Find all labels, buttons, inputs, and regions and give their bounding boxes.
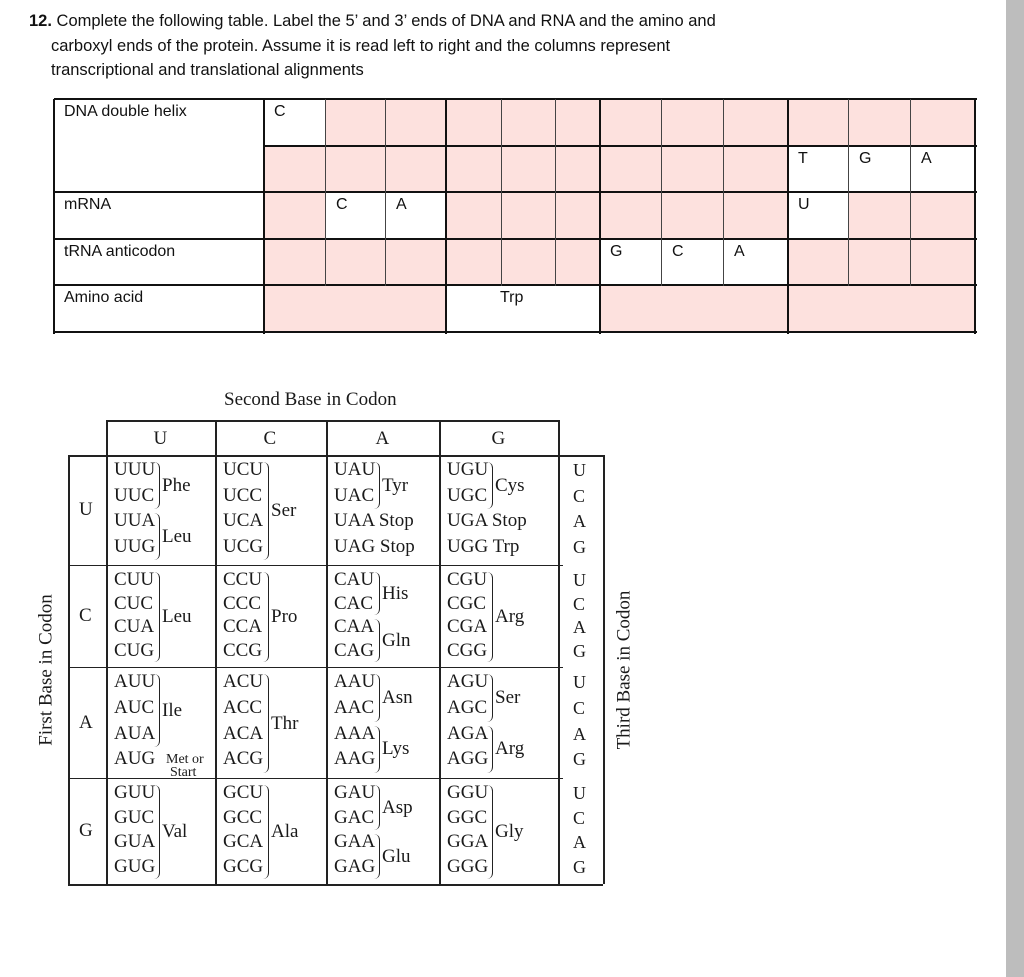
dna-top-cell: C [274,103,286,120]
codon-grid-line [215,420,217,884]
trna-cell[interactable] [911,239,975,285]
question-line-1: Complete the following table. Label the 5’ and 3’ ends of DNA and RNA and the amino and [56,12,716,30]
row-label-dna: DNA double helix [64,103,187,120]
brace-icon [154,513,160,560]
amino-acid-label: Glu [382,845,411,867]
brace-icon [263,572,269,662]
third-base-label-C: C [573,593,586,614]
dna-top-cell[interactable] [849,99,911,146]
codon: ACC [223,696,263,718]
third-base-label: Third Base in Codon [613,590,635,750]
dna-bottom-cell[interactable] [446,146,502,192]
mrna-cell[interactable] [502,192,556,239]
brace-icon [374,726,380,774]
second-base-header: C [263,428,277,449]
third-base-label-U: U [573,672,586,692]
grid-line [263,99,265,334]
codon: GAU [334,782,376,803]
amino-acid-label: Asp [382,796,413,818]
grid-line [53,99,55,334]
mrna-cell: C [336,196,348,213]
codon: CCG [223,639,263,661]
codon: CAA [334,616,375,637]
dna-bottom-cell[interactable] [662,146,724,192]
amino-acid-label: Ile [162,699,183,721]
codon: UUC [114,484,155,506]
codon: UUU [114,459,156,480]
first-base-label: First Base in Codon [35,594,57,746]
amino-acid-label: Ser [495,686,521,708]
codon: ACU [223,671,264,692]
codon: AUG [114,748,156,770]
codon: AUU [114,671,156,692]
codon: AGU [447,671,489,692]
grid-line [848,99,849,286]
amino-acid-label: Ser [271,500,297,521]
amino-acid-label: Leu [162,525,192,547]
trna-cell: G [610,243,623,260]
grid-line [555,99,556,286]
codon: GCG [223,855,264,877]
mrna-cell[interactable] [264,192,326,239]
mrna-cell[interactable] [662,192,724,239]
codon: UAA Stop [334,510,414,531]
codon-grid-line [68,667,563,668]
amino-acid-label: Phe [162,474,191,496]
brace-icon [154,462,160,509]
dna-bottom-cell[interactable] [326,146,386,192]
codon: UCC [223,484,263,506]
mrna-cell[interactable] [724,192,788,239]
codon: UCG [223,535,264,557]
codon-grid-line [68,455,563,457]
codon: CGC [447,592,487,614]
brace-icon [487,674,493,722]
brace-icon [374,462,380,509]
codon: CCA [223,616,263,637]
grid-line [910,99,911,286]
third-base-label-C: C [573,485,586,506]
amino-acid-label: Leu [162,606,192,627]
codon: CUG [114,639,155,661]
codon-grid-line [106,420,108,884]
row-label-amino-acid: Amino acid [64,289,144,306]
amino-acid-label: Met or [166,752,204,768]
dna-bottom-cell[interactable] [264,146,326,192]
brace-icon [154,674,160,747]
question-line-3: transcriptional and translational alignments [51,61,364,79]
mrna-cell[interactable] [911,192,975,239]
codon: CUA [114,616,155,637]
codon: AGG [447,748,489,770]
third-base-label-A: A [573,832,586,852]
first-base-label-A: A [79,711,93,733]
trna-cell[interactable] [556,239,600,285]
grid-line [723,99,724,286]
codon: CAG [334,639,375,661]
amino-acid-label: Cys [495,474,525,496]
codon-grid-line [106,420,558,422]
codon-table [28,385,648,895]
amino-acid-cell[interactable] [600,285,788,333]
dna-bottom-cell: G [859,150,872,167]
brace-icon [263,462,269,560]
codon: UAG Stop [334,535,415,557]
amino-acid-label: Tyr [382,474,409,496]
dna-bottom-cell[interactable] [724,146,788,192]
mrna-cell[interactable] [446,192,502,239]
codon-grid-line [326,420,328,884]
trna-cell: A [734,243,745,260]
trna-cell[interactable] [264,239,326,285]
brace-icon [374,619,380,662]
codon: ACG [223,748,264,770]
codon: GGG [447,855,489,877]
codon: GUU [114,782,156,803]
brace-icon [154,572,160,662]
codon: AAG [334,748,376,770]
brace-icon [374,572,380,615]
brace-icon [487,726,493,774]
third-base-label-C: C [573,697,586,718]
grid-line [264,145,977,147]
mrna-cell[interactable] [556,192,600,239]
codon: CUC [114,592,154,614]
trna-cell: C [672,243,684,260]
codon: AGC [447,696,488,718]
third-base-label-A: A [573,723,586,744]
mrna-cell: U [798,196,810,213]
trna-cell[interactable] [386,239,446,285]
mrna-cell: A [396,196,407,213]
trna-cell[interactable] [326,239,386,285]
grid-line [385,99,386,286]
third-base-label-C: C [573,807,586,828]
amino-acid-label: Lys [382,738,410,760]
grid-line [599,99,601,286]
codon: GGC [447,806,488,828]
amino-acid-cell[interactable] [264,285,446,333]
codon: GUC [114,806,155,828]
amino-acid-label: Arg [495,606,525,627]
codon: GAG [334,855,376,877]
codon: UGG Trp [447,535,520,557]
codon: CUU [114,569,155,590]
codon: UCU [223,459,264,480]
trna-cell[interactable] [788,239,849,285]
codon-table-title: Second Base in Codon [224,389,397,410]
third-base-label-A: A [573,617,586,637]
worksheet-table [54,99,975,333]
codon: CGG [447,639,488,661]
grid-line [787,99,789,286]
first-base-label-U: U [79,499,93,520]
codon: CGU [447,569,488,590]
codon: CAU [334,569,375,590]
codon: GCC [223,806,263,828]
grid-line [325,99,326,286]
amino-acid-label: Pro [271,606,298,627]
brace-icon [487,572,493,662]
grid-line [599,285,601,334]
grid-line [501,99,502,286]
brace-icon [154,785,160,879]
trna-cell[interactable] [446,239,502,285]
codon: UUA [114,510,156,531]
third-base-label-U: U [573,460,586,480]
grid-line [445,285,447,334]
dna-bottom-cell[interactable] [600,146,662,192]
codon: GUG [114,855,156,877]
codon: UAC [334,484,375,506]
second-base-header: G [491,428,506,449]
dna-top-cell[interactable] [662,99,724,146]
page-scrollbar[interactable] [1006,0,1024,977]
codon-grid-line [68,455,70,884]
codon-grid-line [558,420,560,884]
codon: CGA [447,616,488,637]
third-base-label-G: G [573,856,586,877]
mrna-cell[interactable] [849,192,911,239]
third-base-label-G: G [573,536,586,557]
amino-acid-label: Gly [495,821,524,842]
codon-grid-line [558,455,603,457]
trna-cell[interactable] [502,239,556,285]
codon: UGA Stop [447,510,527,531]
codon: AAC [334,696,375,718]
dna-top-cell[interactable] [502,99,556,146]
question-number: 12. [29,12,52,30]
codon-grid-line [439,420,441,884]
brace-icon [374,785,380,830]
dna-bottom-cell[interactable] [386,146,446,192]
codon: AUC [114,696,155,718]
codon-grid-line [68,778,563,779]
third-base-label-G: G [573,749,586,770]
brace-icon [487,785,493,879]
amino-acid-label: Start [170,765,197,781]
grid-line [54,331,977,333]
grid-line [445,99,447,286]
codon: GGA [447,831,489,852]
dna-bottom-cell[interactable] [556,146,600,192]
codon: GAC [334,806,375,828]
amino-acid-label: His [382,582,409,604]
trna-cell[interactable] [849,239,911,285]
dna-bottom-cell: A [921,150,932,167]
amino-acid-label: Val [162,821,188,842]
grid-line [54,238,977,240]
brace-icon [263,674,269,773]
codon-grid-line [558,884,603,886]
grid-line [661,99,662,286]
brace-icon [374,834,380,879]
codon-grid-line [68,884,563,886]
third-base-label-A: A [573,511,586,531]
codon: CAC [334,592,374,614]
codon: AAA [334,722,376,744]
amino-acid-label: Asn [382,686,413,708]
amino-acid-label: Ala [271,821,299,842]
codon: GCU [223,782,264,803]
brace-icon [374,674,380,722]
codon: GGU [447,782,489,803]
dna-top-cell[interactable] [724,99,788,146]
second-base-header: U [153,428,168,449]
grid-line [54,191,977,193]
third-base-label-G: G [573,640,586,661]
brace-icon [263,785,269,879]
brace-icon [487,462,493,509]
codon-grid-line [68,565,563,566]
dna-top-cell[interactable] [326,99,386,146]
codon: AGA [447,722,489,744]
amino-acid-label: Thr [271,712,299,734]
row-label-trna: tRNA anticodon [64,243,176,260]
codon: AUA [114,722,156,744]
codon: UCA [223,510,264,531]
codon: GAA [334,831,376,852]
codon: AAU [334,671,376,692]
dna-top-cell[interactable] [600,99,662,146]
first-base-label-G: G [79,820,93,841]
dna-top-cell[interactable] [386,99,446,146]
amino-acid-label: Arg [495,738,525,760]
third-base-label-U: U [573,783,586,803]
grid-line [54,98,977,100]
codon: UGC [447,484,488,506]
amino-acid-label: Gln [382,629,411,651]
mrna-cell[interactable] [600,192,662,239]
dna-top-cell[interactable] [446,99,502,146]
second-base-header: A [375,428,390,449]
codon: UAU [334,459,376,480]
dna-bottom-cell[interactable] [502,146,556,192]
dna-top-cell[interactable] [911,99,975,146]
row-label-mrna: mRNA [64,196,112,213]
codon: GUA [114,831,156,852]
grid-line [787,285,789,334]
amino-acid-cell[interactable] [788,285,975,333]
codon: GCA [223,831,264,852]
amino-acid-cell: Trp [500,289,524,306]
dna-top-cell[interactable] [556,99,600,146]
codon: CCU [223,569,263,590]
grid-line [54,284,977,286]
codon-grid-line [603,455,605,884]
codon: CCC [223,592,262,614]
grid-line [974,99,976,334]
first-base-label-C: C [79,605,92,626]
codon: UUG [114,535,156,557]
dna-bottom-cell: T [798,150,808,167]
question-line-2: carboxyl ends of the protein. Assume it is read left to right and the columns represent [51,36,671,55]
dna-top-cell[interactable] [788,99,849,146]
question-text [29,9,849,83]
codon: UGU [447,459,489,480]
third-base-label-U: U [573,570,586,590]
codon: ACA [223,722,264,744]
